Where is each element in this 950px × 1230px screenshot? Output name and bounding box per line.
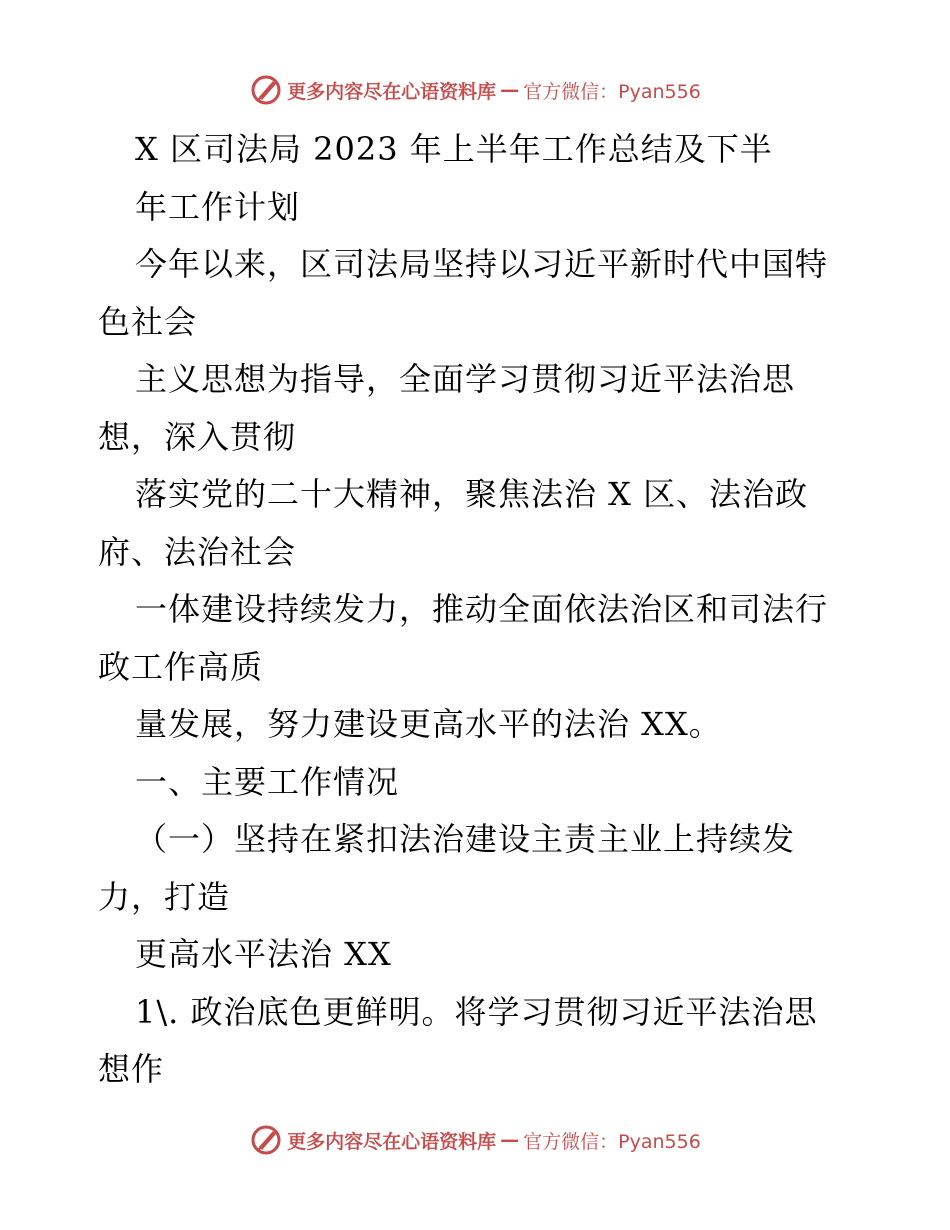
banner-separator: —: [500, 79, 520, 101]
document-line: 主义思想为指导，全面学习贯彻习近平法治思: [135, 360, 796, 398]
document-line: 今年以来，区司法局坚持以习近平新时代中国特: [135, 245, 829, 283]
document-line: 更高水平法治 XX: [135, 935, 392, 973]
footer-banner: [0, 1120, 950, 1160]
document-line: 量发展，努力建设更高水平的法治 XX。: [135, 705, 722, 743]
document-line: 落实党的二十大精神，聚焦法治 X 区、法治政: [135, 475, 809, 513]
document-line: 力，打造: [98, 877, 231, 916]
banner-slogan: 更多内容尽在心语资料库: [287, 80, 497, 103]
quill-logo-icon: [249, 1123, 283, 1157]
document-line: 色社会: [98, 302, 198, 341]
document-line: 府、法治社会: [98, 532, 297, 571]
header-banner-inner: [249, 73, 701, 107]
footer-banner-inner: [249, 1123, 701, 1157]
document-line: X 区司法局 2023 年上半年工作总结及下半: [135, 130, 773, 168]
document-line: 年工作计划: [135, 187, 301, 226]
banner-wechat: 官方微信：Pyan556: [523, 80, 701, 103]
quill-logo-icon: [249, 73, 283, 107]
document-line: 想，深入贯彻: [98, 417, 297, 456]
document-line: （一）坚持在紧扣法治建设主责主业上持续发: [135, 820, 796, 858]
document-body: [98, 121, 858, 1099]
document-line: 政工作高质: [98, 647, 264, 686]
banner-wechat: 官方微信：Pyan556: [523, 1130, 701, 1153]
banner-separator: —: [500, 1129, 520, 1151]
document-line: 1\. 政治底色更鲜明。将学习贯彻习近平法治思: [135, 992, 818, 1031]
header-banner: [0, 70, 950, 110]
document-line: 一、主要工作情况: [135, 762, 400, 801]
document-line: 一体建设持续发力，推动全面依法治区和司法行: [135, 590, 829, 628]
banner-slogan: 更多内容尽在心语资料库: [287, 1130, 497, 1153]
document-line: 想作: [98, 1050, 165, 1088]
